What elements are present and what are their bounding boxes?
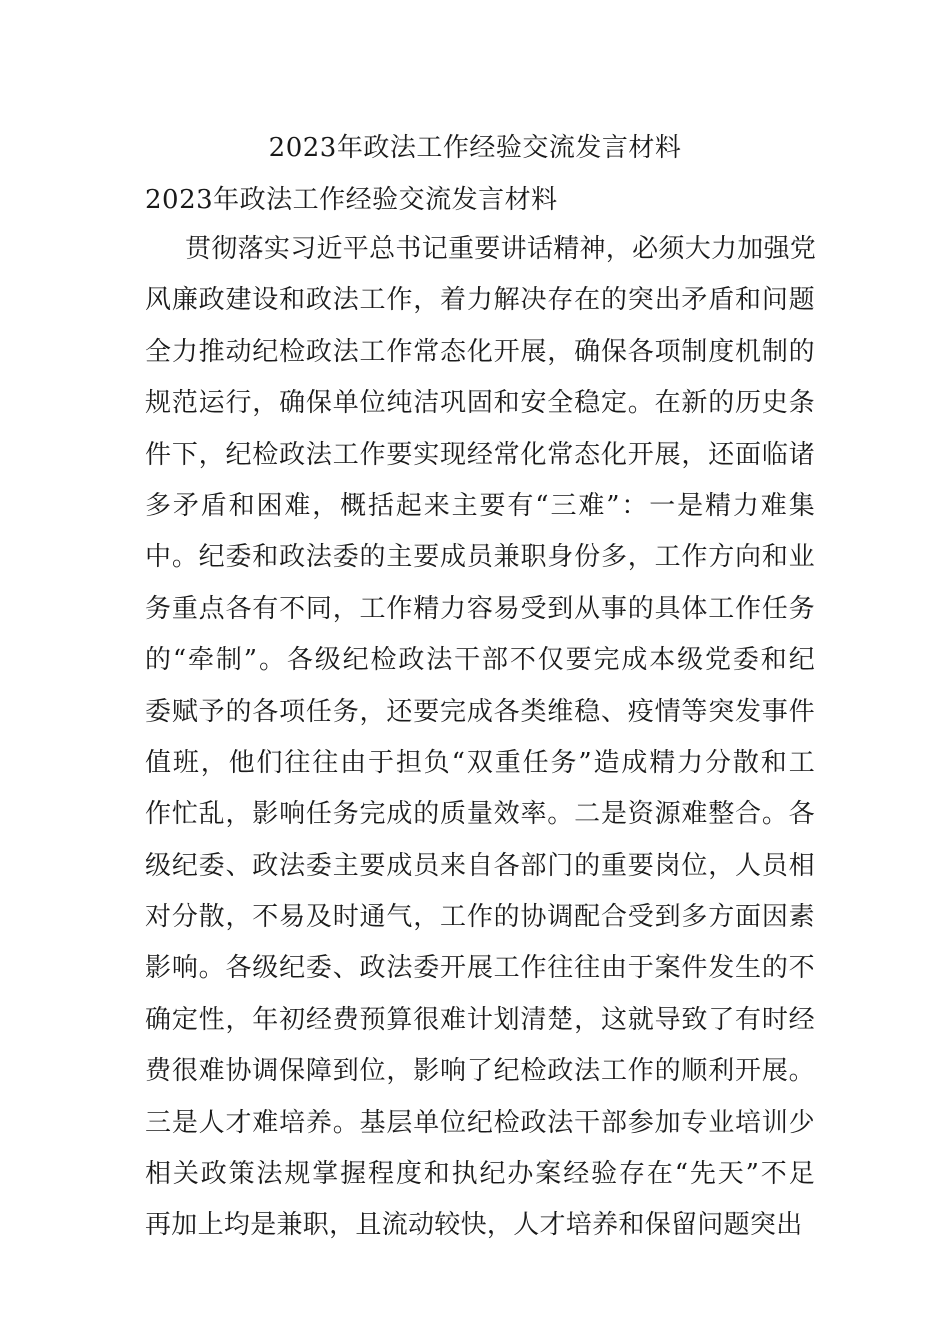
text-line: 三是人才难培养。基层单位纪检政法干部参加专业培训少 xyxy=(145,1107,815,1138)
text-line: 确定性，年初经费预算很难计划清楚，这就导致了有时经 xyxy=(145,1004,815,1035)
text-line: 全力推动纪检政法工作常态化开展，确保各项制度机制的 xyxy=(145,336,815,367)
text-line: 值班，他们往往由于担负“双重任务”造成精力分散和工 xyxy=(145,747,815,778)
body-text xyxy=(145,224,815,1252)
text-line: 中。纪委和政法委的主要成员兼职身份多，工作方向和业 xyxy=(145,542,815,573)
document-subtitle: 2023年政法工作经验交流发言材料 xyxy=(145,185,558,215)
text-line: 贯彻落实习近平总书记重要讲话精神，必须大力加强党 xyxy=(185,234,817,264)
text-line: 风廉政建设和政法工作，着力解决存在的突出矛盾和问题 xyxy=(145,285,815,316)
text-line: 务重点各有不同，工作精力容易受到从事的具体工作任务 xyxy=(145,593,815,624)
text-line: 作忙乱，影响任务完成的质量效率。二是资源难整合。各 xyxy=(145,799,815,830)
text-line: 影响。各级纪委、政法委开展工作往往由于案件发生的不 xyxy=(145,953,815,984)
text-line: 件下，纪检政法工作要实现经常化常态化开展，还面临诸 xyxy=(145,439,815,470)
text-line: 委赋予的各项任务，还要完成各类维稳、疫情等突发事件 xyxy=(145,696,815,727)
text-line: 再加上均是兼职，且流动较快，人才培养和保留问题突出 xyxy=(145,1210,803,1241)
text-line: 对分散，不易及时通气，工作的协调配合受到多方面因素 xyxy=(145,902,815,933)
text-line: 级纪委、政法委主要成员来自各部门的重要岗位，人员相 xyxy=(145,850,815,881)
text-line: 费很难协调保障到位，影响了纪检政法工作的顺利开展。 xyxy=(145,1056,815,1087)
text-line: 规范运行，确保单位纯洁巩固和安全稳定。在新的历史条 xyxy=(145,388,815,419)
text-line: 的“牵制”。各级纪检政法干部不仅要完成本级党委和纪 xyxy=(145,645,815,676)
document-title: 2023年政法工作经验交流发言材料 xyxy=(268,133,682,163)
text-line: 多矛盾和困难，概括起来主要有“三难”：一是精力难集 xyxy=(145,490,815,521)
text-line: 相关政策法规掌握程度和执纪办案经验存在“先天”不足 xyxy=(145,1159,815,1190)
